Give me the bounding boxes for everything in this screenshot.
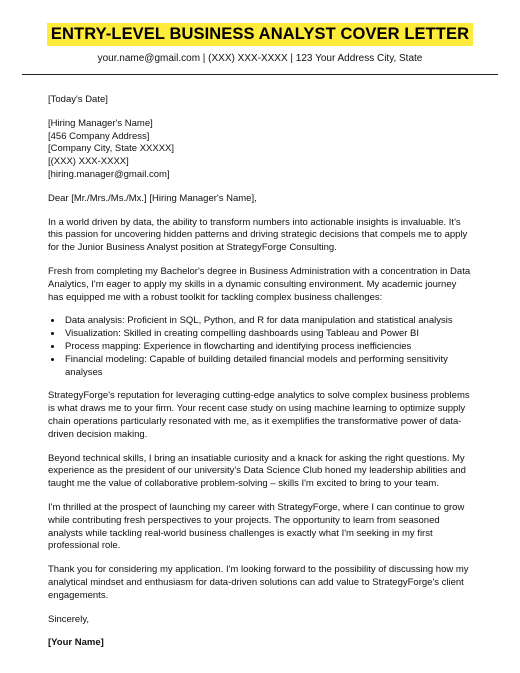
recipient-phone: [(XXX) XXX-XXXX] [48, 156, 129, 168]
contact-line: your.name@gmail.com | (XXX) XXX-XXXX | 123 Your Address City, State [97, 53, 423, 64]
list-item: • Visualization: Skilled in creating compelling dashboards using Tableau and Power BI [63, 328, 472, 341]
paragraph-thanks: Thank you for considering my application. I'm looking forward to the possibility of discussing how my analytical mindset and enthusiasm for data-driven solutions can add value to StrategyForge's client engagements. [48, 564, 469, 601]
title-wrap [0, 23, 520, 46]
header-divider [22, 74, 498, 75]
recipient-block [48, 118, 472, 182]
closing: Sincerely, [48, 613, 90, 625]
paragraph-skills: Beyond technical skills, I bring an insatiable curiosity and a knack for asking the right questions. My experience as the president of our university's Data Science Club honed my leadership abilities and taught me the value of collaborative problem-solving – skills I'm excited to bring to your team. [48, 452, 466, 490]
date: [Today's Date] [48, 94, 108, 105]
document-title: ENTRY-LEVEL BUSINESS ANALYST COVER LETTER [47, 23, 473, 46]
paragraph-company: StrategyForge's reputation for leveraging cutting-edge analytics to solve complex business problems is what draws me to your firm. Your recent case study on using machine learning to optimize supply chain operations particularly resonated with me, as it exemplifies the transformative power of data-driven decision making. [48, 390, 470, 440]
skills-list [48, 315, 472, 379]
recipient-address: [456 Company Address] [48, 130, 150, 142]
paragraph-intro: In a world driven by data, the ability to transform numbers into actionable insights is invaluable. It's this passion for uncovering hidden patterns and driving strategic decisions that compels me to apply for the Junior Business Analyst position at StrategyForge Consulting. [48, 216, 468, 254]
list-item: • Financial modeling: Capable of building detailed financial models and performing sensitivity analyses [63, 354, 472, 380]
recipient-city: [Company City, State XXXXX] [48, 143, 175, 155]
letter-body [48, 94, 472, 661]
list-item: • Process mapping: Experience in flowcharting and identifying process inefficiencies [63, 341, 472, 354]
recipient-email: [hiring.manager@gmail.com] [48, 168, 170, 180]
recipient-name: [Hiring Manager's Name] [48, 117, 153, 129]
paragraph-career: I'm thrilled at the prospect of launching my career with StrategyForge, where I can continue to grow while contributing fresh perspectives to your projects. The opportunity to learn from seasoned analysts while tackling real-world business challenges is exactly what I'm seeking in my first professional role. [48, 501, 465, 552]
signature: [Your Name] [48, 637, 104, 649]
list-item: • Data analysis: Proficient in SQL, Python, and R for data manipulation and statistical analysis [63, 315, 472, 328]
paragraph-education: Fresh from completing my Bachelor's degree in Business Administration with a concentration in Data Analytics, I'm eager to apply my skills in a dynamic consulting environment. My academic journey has equipped me with a robust toolkit for tackling complex business challenges: [48, 265, 471, 303]
salutation: Dear [Mr./Mrs./Ms./Mx.] [Hiring Manager's Name], [48, 192, 257, 204]
